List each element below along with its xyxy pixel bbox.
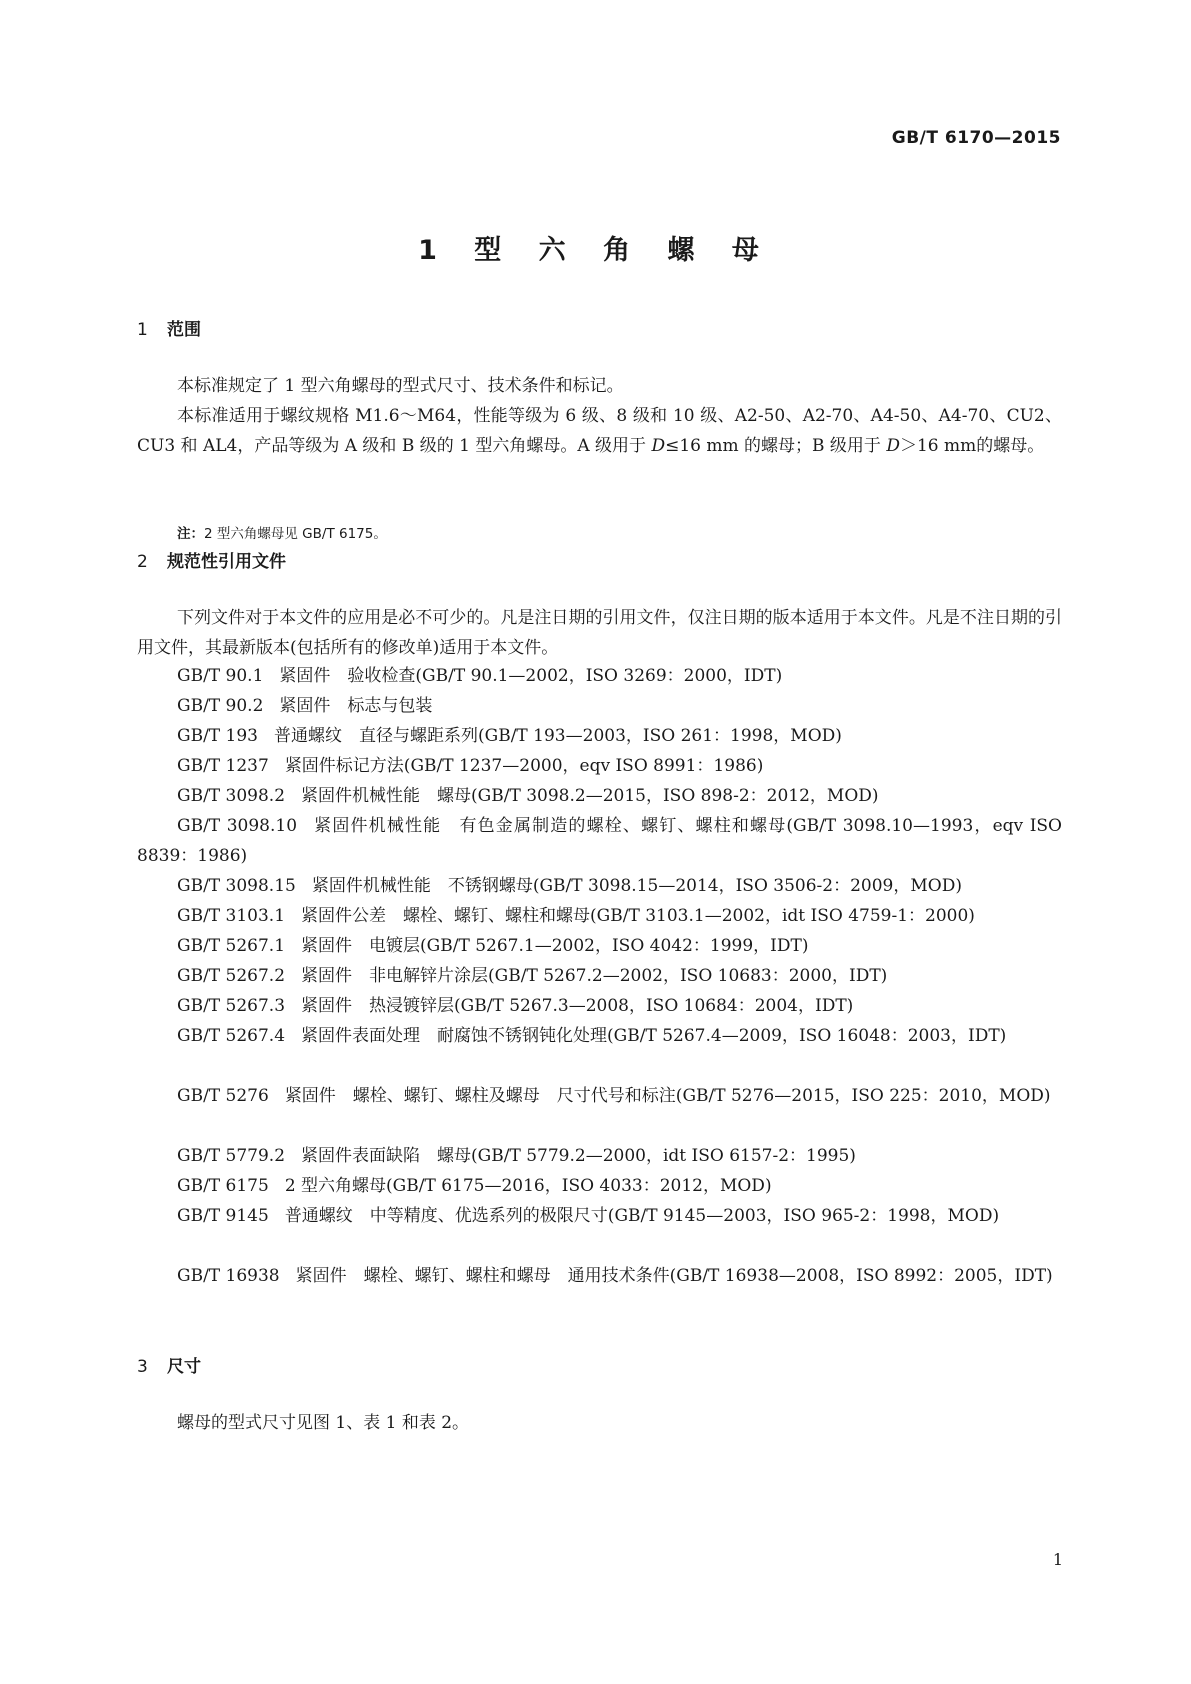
dimensions-paragraph: 螺母的型式尺寸见图 1、表 1 和表 2。 [177,1413,470,1433]
section-heading-normative-references [137,547,286,572]
note-text: 2 型六角螺母见 GB/T 6175。 [204,526,387,542]
reference-title: 紧固件 螺栓、螺钉、螺柱和螺母 通用技术条件(GB/T 16938—2008，ISO 8992：2005，IDT) [295,1266,1053,1286]
reference-code: GB/T 3098.15 [177,876,296,896]
section-heading-scope [137,315,201,340]
reference-item [137,1201,1062,1231]
scope-note [177,522,387,542]
section-heading-dimensions [137,1352,201,1377]
scope-text-a: 本标准适用于螺纹规格 M1.6～M64，性能等级为 6 级、8 级和 10 级、A2-50、A2-70、A4-50、A4-70、CU2、CU3 和 AL4，产品等级为 A 级和 B 级的 1 型六角螺母。A 级用于 [137,406,1062,456]
reference-item [137,811,1062,871]
reference-item [137,1261,1062,1291]
diameter-variable: D [651,436,666,456]
reference-item [137,661,1062,691]
normative-intro: 下列文件对于本文件的应用是必不可少的。凡是注日期的引用文件，仅注日期的版本适用于本文件。凡是不注日期的引用文件，其最新版本(包括所有的修改单)适用于本文件。 [137,608,1062,658]
scope-text-b: ≤16 mm 的螺母；B 级用于 [665,436,887,456]
reference-code: GB/T 193 [177,726,258,746]
reference-code: GB/T 9145 [177,1206,269,1226]
reference-code: GB/T 5267.2 [177,966,286,986]
reference-code: GB/T 90.2 [177,696,264,716]
reference-title: 紧固件机械性能 螺母(GB/T 3098.2—2015，ISO 898-2：2012，MOD) [301,786,879,806]
reference-title: 普通螺纹 直径与螺距系列(GB/T 193—2003，ISO 261：1998，MOD) [274,726,842,746]
reference-code: GB/T 3103.1 [177,906,286,926]
reference-code: GB/T 1237 [177,756,269,776]
reference-item [137,1141,1062,1171]
section-title: 规范性引用文件 [167,552,286,572]
reference-item [137,1171,1062,1201]
reference-title: 紧固件 标志与包装 [279,696,433,716]
reference-item [137,991,1062,1021]
reference-item [137,781,1062,811]
reference-title: 紧固件机械性能 不锈钢螺母(GB/T 3098.15—2014，ISO 3506-2：2009，MOD) [311,876,962,896]
document-title: 1 型 六 角 螺 母 [418,235,773,266]
reference-title: 紧固件 螺栓、螺钉、螺柱及螺母 尺寸代号和标注(GB/T 5276—2015，ISO 225：2010，MOD) [284,1086,1051,1106]
reference-code: GB/T 5267.1 [177,936,286,956]
reference-item [137,751,1062,781]
reference-title: 紧固件 非电解锌片涂层(GB/T 5267.2—2002，ISO 10683：2000，IDT) [301,966,888,986]
reference-code: GB/T 5267.3 [177,996,286,1016]
reference-item [137,1081,1062,1111]
reference-title: 紧固件表面缺陷 螺母(GB/T 5779.2—2000，idt ISO 6157-2：1995) [301,1146,856,1166]
section-number: 2 [137,552,148,572]
reference-code: GB/T 16938 [177,1266,280,1286]
reference-title: 紧固件公差 螺栓、螺钉、螺柱和螺母(GB/T 3103.1—2002，idt ISO 4759-1：2000) [301,906,975,926]
reference-title: 2 型六角螺母(GB/T 6175—2016，ISO 4033：2012，MOD) [284,1176,772,1196]
scope-paragraph-2 [137,401,1062,461]
reference-code: GB/T 5779.2 [177,1146,286,1166]
reference-code: GB/T 3098.10 [177,816,298,836]
reference-item [137,961,1062,991]
reference-title: 紧固件 验收检查(GB/T 90.1—2002，ISO 3269：2000，IDT) [279,666,783,686]
reference-code: GB/T 3098.2 [177,786,286,806]
section-number: 3 [137,1357,148,1377]
section-title: 范围 [167,320,201,340]
reference-item [137,1021,1062,1051]
reference-title: 紧固件 电镀层(GB/T 5267.1—2002，ISO 4042：1999，IDT) [301,936,809,956]
reference-code: GB/T 5276 [177,1086,269,1106]
standard-code: GB/T 6170—2015 [891,128,1061,148]
section-title: 尺寸 [167,1357,201,1377]
reference-item [137,871,1062,901]
reference-item [137,901,1062,931]
reference-title: 紧固件 热浸镀锌层(GB/T 5267.3—2008，ISO 10684：2004，IDT) [301,996,854,1016]
section-number: 1 [137,320,148,340]
reference-code: GB/T 5267.4 [177,1026,286,1046]
reference-title: 紧固件表面处理 耐腐蚀不锈钢钝化处理(GB/T 5267.4—2009，ISO 16048：2003，IDT) [301,1026,1007,1046]
scope-paragraph-1: 本标准规定了 1 型六角螺母的型式尺寸、技术条件和标记。 [177,376,624,396]
reference-item [137,931,1062,961]
reference-title: 普通螺纹 中等精度、优选系列的极限尺寸(GB/T 9145—2003，ISO 965-2：1998，MOD) [284,1206,1000,1226]
note-label: 注： [177,526,204,542]
reference-title: 紧固件标记方法(GB/T 1237—2000，eqv ISO 8991：1986) [284,756,764,776]
reference-item [137,721,1062,751]
reference-code: GB/T 6175 [177,1176,269,1196]
scope-text-c: ＞16 mm的螺母。 [899,436,1045,456]
reference-title: 紧固件机械性能 有色金属制造的螺栓、螺钉、螺柱和螺母(GB/T 3098.10—1993，eqv ISO 8839：1986) [137,816,1062,866]
reference-item [137,691,1062,721]
reference-code: GB/T 90.1 [177,666,264,686]
page-number: 1 [1052,1550,1063,1569]
diameter-variable: D [886,436,900,456]
